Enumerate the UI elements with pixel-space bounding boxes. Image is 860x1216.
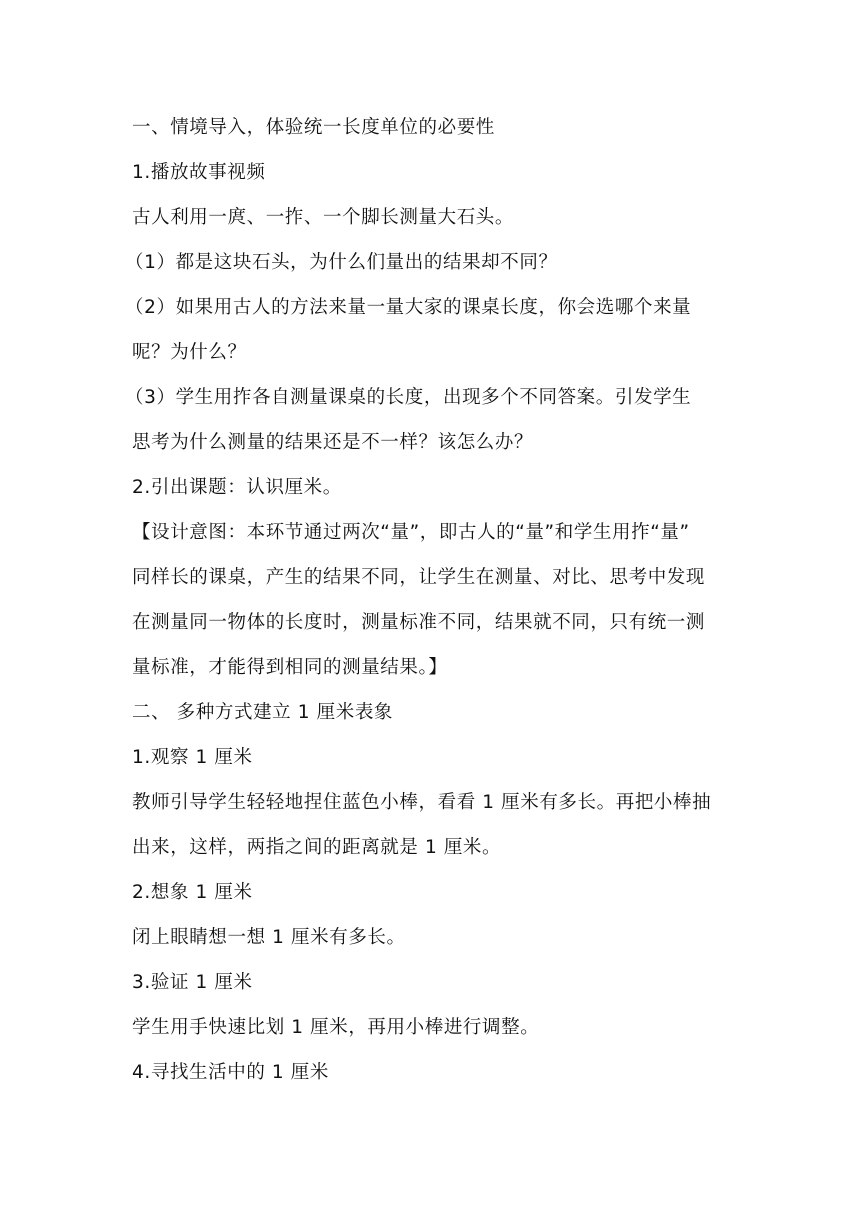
item-1-1: 1.播放故事视频 bbox=[132, 162, 266, 183]
question-1: （1）都是这块石头，为什么们量出的结果却不同？ bbox=[125, 252, 558, 273]
question-2-line-1: （2）如果用古人的方法来量一量大家的课桌长度，你会选哪个来量 bbox=[125, 297, 692, 318]
item-2-4: 4.寻找生活中的 1 厘米 bbox=[132, 1062, 329, 1083]
item-1-2: 2.引出课题：认识厘米。 bbox=[132, 477, 342, 498]
design-intent-line-3: 在测量同一物体的长度时，测量标准不同，结果就不同，只有统一测 bbox=[132, 612, 706, 633]
item-2-2: 2.想象 1 厘米 bbox=[132, 882, 253, 903]
question-2-line-2: 呢？为什么？ bbox=[132, 342, 247, 363]
observe-text-line-2: 出来，这样，两指之间的距离就是 1 厘米。 bbox=[132, 837, 502, 858]
design-intent-line-1: 【设计意图：本环节通过两次“量”，即古人的“量”和学生用拃“量” bbox=[132, 522, 690, 543]
question-3-line-1: （3）学生用拃各自测量课桌的长度，出现多个不同答案。引发学生 bbox=[125, 387, 692, 408]
section-heading-2: 二、 多种方式建立 1 厘米表象 bbox=[132, 702, 394, 723]
verify-text: 学生用手快速比划 1 厘米，再用小棒进行调整。 bbox=[132, 1017, 540, 1038]
design-intent-line-2: 同样长的课桌，产生的结果不同，让学生在测量、对比、思考中发现 bbox=[132, 567, 706, 588]
question-3-line-2: 思考为什么测量的结果还是不一样？该怎么办？ bbox=[132, 432, 534, 453]
observe-text-line-1: 教师引导学生轻轻地捏住蓝色小棒，看看 1 厘米有多长。再把小棒抽 bbox=[132, 792, 712, 813]
item-2-1: 1.观察 1 厘米 bbox=[132, 747, 253, 768]
story-text: 古人利用一庹、一拃、一个脚长测量大石头。 bbox=[132, 207, 515, 228]
section-heading-1: 一、情境导入，体验统一长度单位的必要性 bbox=[132, 117, 495, 138]
design-intent-line-4: 量标准，才能得到相同的测量结果。】 bbox=[132, 657, 448, 678]
item-2-3: 3.验证 1 厘米 bbox=[132, 972, 253, 993]
imagine-text: 闭上眼睛想一想 1 厘米有多长。 bbox=[132, 927, 406, 948]
